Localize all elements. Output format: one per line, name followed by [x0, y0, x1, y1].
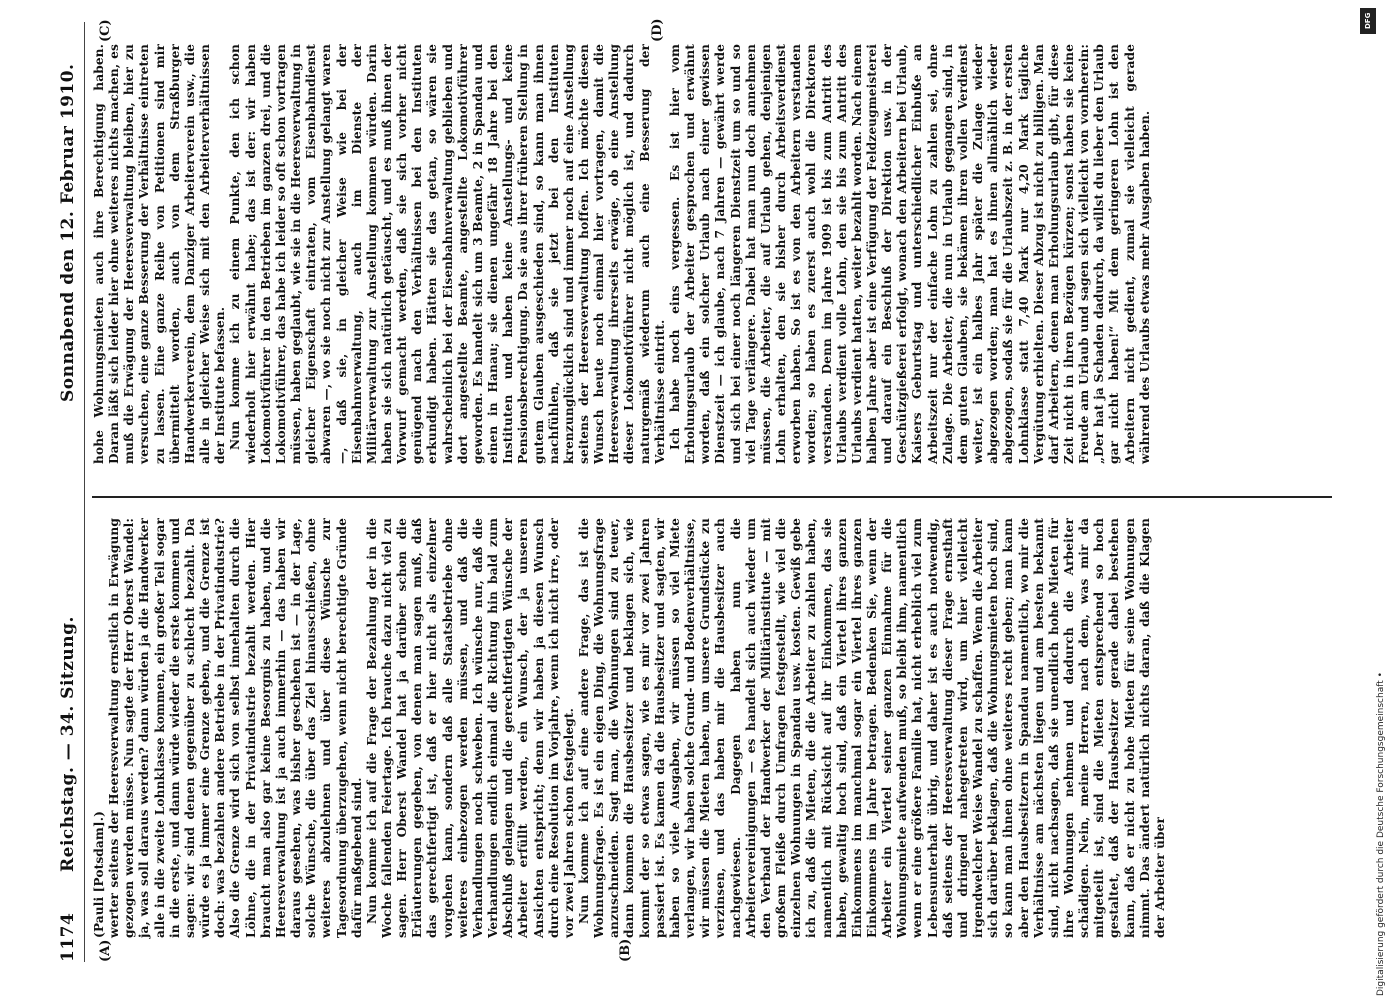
- paragraph: Nun komme ich auf die Frage der Bezahlung der in die Woche fallenden Feiertage. Ich brauche dazu nicht viel zu sagen. Herr Oberst Wandel hat ja darüber schon die Erläuterungen gegeben, von denen man sagen muß, daß das gerechtfertigt ist, daß er hier nicht als einzelner vorgehen kann, sondern daß alle Staatsbetriebe ohne weiteres einbezogen werden müssen, und daß die Verhandlungen noch schweben. Ich wünsche nur, daß die Verhandlungen endlich einmal die Richtung hin bald zum Abschluß gelangen und die gerechtfertigten Wünsche der Arbeiter erfüllt werden, ein Wunsch, der ja unseren Ansichten entspricht; denn wir haben ja diesen Wunsch durch eine Resolution im Vorjahre, wenn ich nicht irre, oder vor zwei Jahren schon festgelegt.: [364, 518, 576, 938]
- margin-mark-c: (C): [98, 19, 113, 42]
- header-rule: [84, 22, 85, 962]
- margin-mark-d: (D): [650, 18, 665, 42]
- session-date: Sonnabend den 12. Februar 1910.: [58, 63, 78, 402]
- dfg-logo: DFG: [1360, 8, 1376, 34]
- paragraph: Ich habe noch eins vergessen. Es ist hier vom Erholungsurlaub der Arbeiter gesprochen und erwähnt worden, daß ein solcher Urlaub nach einer gewissen Dienstzeit — ich glaube, nach 7 Jahren — gewährt werde und sich bei einer noch längeren Dienstzeit um so und so viel Tage verlängere. Dabei hat man nun doch annehmen müssen, die Arbeiter, die auf Urlaub gehen, denjenigen Lohn erhalten, den sie bisher durch Arbeitsverdienst erworben haben. So ist es von den Arbeitern verstanden worden; so haben es zuerst auch wohl die Direktoren verstanden. Denn im Jahre 1909 ist bis zum Antritt des Urlaubs verdient volle Lohn, den sie bis zum Antritt des Urlaubs verdient hatten, weiter bezahlt worden. Nach einem halben Jahre aber ist eine Verfügung der Feldzeugmeisterei und darauf ein Beschluß der Direktion usw. in der Geschützgießerei erfolgt, wonach den Arbeitern bei Urlaub, Kaisers Geburtstag und unterschiedlicher Einbuße an Arbeitszeit nur der einfache Lohn zu zahlen sei, ohne Zulage. Die Arbeiter, die nun in Urlaub gegangen sind, in dem guten Glauben, sie bekämen ihren vollen Verdienst weiter, ist ein halbes Jahr später die Zulage wieder abgezogen worden; man hat es ihnen allmählich wieder abgezogen, sodaß sie für die Urlaubszeit z. B. in der ersten Lohnklasse statt 7,40 Mark nur 4,20 Mark tägliche Vergütung erhielten. Dieser Abzug ist nicht zu billigen. Man darf Arbeitern, denen man Erholungsurlaub gibt, für diese Zeit nicht in ihren Bezügen kürzen; sonst haben sie keine Freude am Urlaub und sagen sich vielleicht von vornherein: „Der hat ja Schaden dadurch, da willst du lieber den Urlaub gar nicht haben!“ Mit dem geringeren Lohn ist den Arbeitern nicht gedient, zumal sie vielleicht gerade während des Urlaubs etwas mehr Ausgaben haben.: [667, 44, 1152, 464]
- digitization-credit: Digitalisierung gefördert durch die Deutsche Forschungsgemeinschaft •: [1376, 672, 1386, 996]
- session-title: Reichstag. — 34. Sitzung.: [58, 616, 78, 872]
- margin-mark-b: (B): [618, 938, 633, 962]
- paragraph: hohe Wohnungsmieten auch ihre Berechtigung haben. Daran läßt sich leider hier ohne weiteres nichts machen, es muß die Erwägung der Heeresverwaltung bleiben, hier zu versuchen, eine ganze Besserung der Verhältnisse eintreten zu lassen. Eine ganze Reihe von Petitionen sind mir übermittelt worden, auch von dem Straßburger Handwerkerverein, dem Danziger Arbeiterverein usw., die alle in gleicher Weise sich mit den Arbeiterverhältnissen der Institute befassen.: [92, 44, 228, 464]
- paragraph: Nun komme ich zu einem Punkte, den ich schon wiederholt hier erwähnt habe; das ist der: wir haben Lokomotivführer in den Betrieben im ganzen drei, und die Lokomotivführer, das habe ich leider so oft schon vortragen müssen, haben geglaubt, wie sie in die Heeresverwaltung in gleicher Eigenschaft eintraten, vom Eisenbahndienst abwaren —, wo sie noch nicht zur Anstellung gelangt waren —, daß sie, in gleicher Weise wie bei der Eisenbahnverwaltung, auch im Dienste der Militärverwaltung zur Anstellung kommen würden. Darin haben sie sich natürlich getäuscht, und es muß ihnen der Vorwurf gemacht werden, daß sie sich vorher nicht genügend nach den Verhältnissen bei den Instituten erkundigt haben. Hätten sie das getan, so wären sie wahrscheinlich bei der Eisenbahnverwaltung geblieben und dort angestellte Beamte, angestellte Lokomotivführer geworden. Es handelt sich um 3 Beamte, 2 in Spandau und einen in Hanau; sie dienen ungefähr 18 Jahre bei den Instituten und haben keine Anstellungs- und keine Pensionsberechtigung. Da sie aus ihrer früheren Stellung in gutem Glauben ausgeschieden sind, so kann man ihnen nachfühlen, daß sie jetzt bei den Instituten krenzunglücklich sind und immer noch auf eine Anstellung seitens der Heeresverwaltung hoffen. Ich möchte diesen Wunsch heute noch einmal hier vortragen, damit die Heeresverwaltung ihrerseits erwäge, ob eine Anstellung dieser Lokomotivführer nicht möglich ist, und dadurch naturgemäß wiederum auch eine Besserung der Verhältnisse eintritt.: [228, 44, 667, 464]
- left-column: [92, 518, 1342, 938]
- paragraph: Nun komme ich auf eine andere Frage, das ist die Wohnungsfrage. Es ist ein eigen Ding, die Wohnungsfrage anzuschneiden. Sagt man, die Wohnungen sind zu teuer, dann kommen die Hausbesitzer und beklagen sich, wie kommt der so etwas sagen, wie es mir vor zwei Jahren passiert ist. Es kamen da die Hausbesitzer und sagten, wir haben so viele Ausgaben, wir müssen so viel Miete verlangen, wir haben solche Grund- und Bodenverhältnisse, wir müssen die Mieten haben, um unsere Grundstücke zu verzinsen, und das haben mir die Hausbesitzer auch nachgewiesen. Dagegen haben nun die Arbeitervereinigungen — es handelt sich auch wieder um den Verband der Handwerker der Militärinstitute — mit großem Fleiße durch Umfragen festgestellt, wie viel die einzelnen Wohnungen in Spandau usw. kosten. Gewiß gebe ich zu, daß die Mieten, die die Arbeiter zu zahlen haben, namentlich mit Rücksicht auf ihr Einkommen, das sie haben, gewaltig hoch sind, daß ein Viertel ihres ganzen Einkommens im manchmal sogar ein Viertel ihres ganzen Einkommens im Jahre betragen. Bedenken Sie, wenn der Arbeiter ein Viertel seiner ganzen Einnahme für die Wohnungsmiete aufwenden muß, so bleibt ihm, namentlich wenn er eine größere Familie hat, nicht erheblich viel zum Lebensunterhalt übrig, und daher ist es auch notwendig, daß seitens der Heeresverwaltung dieser Frage ernsthaft und dringend nahegetreten wird, um hier vielleicht irgendwelcher Weise Wandel zu schaffen. Wenn die Arbeiter sich darüber beklagen, daß die Wohnungsmieten hoch sind, so kann man ihnen ohne weiteres recht geben; man kann aber den Hausbesitzern in Spandau namentlich, wo mir die Verhältnisse am nächsten liegen und am besten bekannt sind, nicht nachsagen, daß sie unendlich hohe Mieten für ihre Wohnungen nehmen und dadurch die Arbeiter schädigen. Nein, meine Herren, nach dem, was mir da mitgeteilt ist, sind die Mieten entsprechend so hoch gestaltet, daß der Hausbesitzer gerade dabei bestehen kann, daß er nicht zu hohe Mieten für seine Wohnungen nimmt. Das ändert natürlich nichts daran, daß die Klagen der Arbeiter über: [577, 518, 1167, 938]
- speaker-label: (Pauli [Potsdam].): [92, 811, 106, 938]
- right-column: [92, 44, 1342, 464]
- column-divider: [92, 497, 1332, 499]
- paragraph: werter seitens der Heeresverwaltung ernstlich in Erwägung gezogen werden müsse. Nun sagte der Herr Oberst Wandel: ja, was soll daraus werden? dann würden ja die Handwerker alle in die zweite Lohnklasse kommen, ein großer Teil sogar in die erste, und dann würde wieder die erste kommen und sagen: wir sind denen gegenüber zu schlecht bezahlt. Da würde es ja immer eine Grenze geben, und die Grenze ist doch: was bezahlen andere Betriebe in der Privatindustrie? Also die Grenze wird sich von selbst innehalten durch die Löhne, die in der Privatindustrie bezahlt werden. Hier braucht man also gar keine Besorgnis zu haben, und die Heeresverwaltung ist ja auch immerhin — das haben wir daraus gesehen, was bisher geschehen ist — in der Lage, solche Wünsche, die über das Ziel hinausschießen, ohne weiteres abzulehnen und über diese Wünsche zur Tagesordnung überzugehen, wenn nicht berechtigte Gründe dafür maßgebend sind.: [107, 518, 364, 938]
- digitization-sidebar: [1356, 6, 1386, 996]
- margin-mark-a: (A): [98, 939, 113, 962]
- page-header: [52, 22, 84, 962]
- page: [52, 18, 1342, 962]
- page-number: 1174: [58, 912, 78, 962]
